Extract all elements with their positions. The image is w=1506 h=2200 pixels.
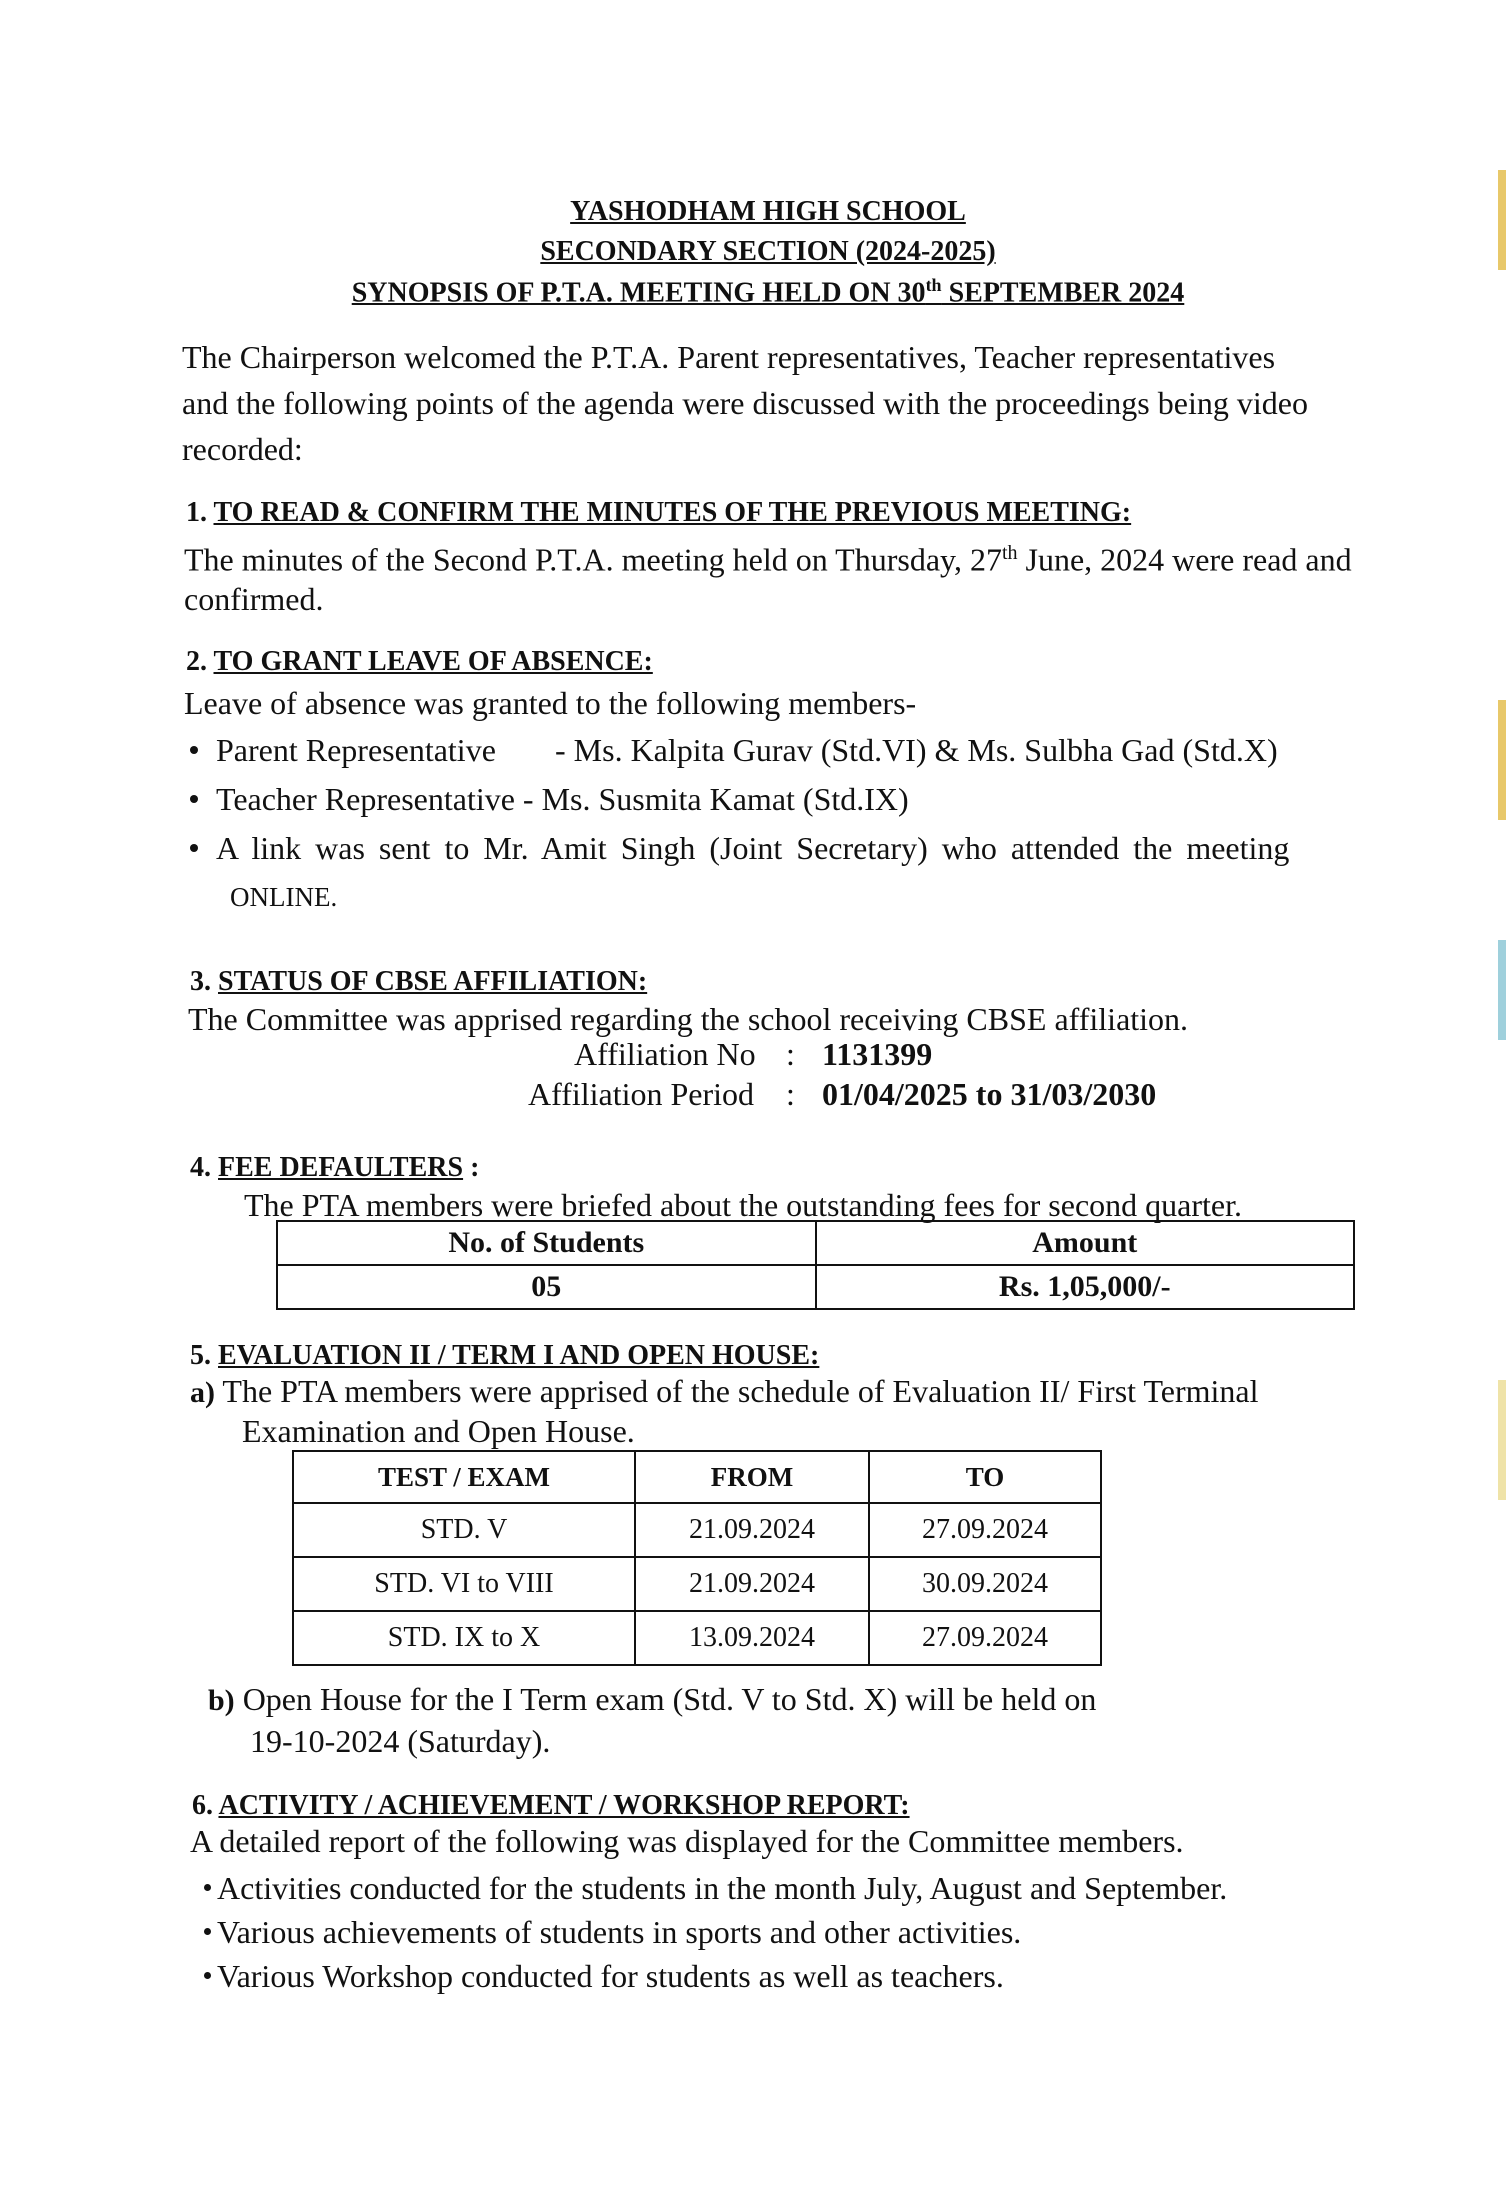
section-6-intro: A detailed report of the following was displayed for the Committee members. <box>190 1823 1184 1859</box>
section-2-title: TO GRANT LEAVE OF ABSENCE: <box>213 646 653 677</box>
bullet-3-text: A link was sent to Mr. Amit Singh (Joint Secretary) who attended the meeting <box>216 830 1290 866</box>
section-3-line-1: The Committee was apprised regarding the school receiving CBSE affiliation. <box>188 1001 1189 1037</box>
affiliation-no-value: 1131399 <box>822 1036 933 1072</box>
section-5a-line-2: Examination and Open House. <box>242 1413 635 1449</box>
synopsis-title-sup: th <box>925 275 942 295</box>
fee-cell-amount: Rs. 1,05,000/- <box>816 1265 1355 1309</box>
section-6-bullet-3-text: Various Workshop conducted for students as well as teachers. <box>217 1958 1004 1994</box>
affiliation-period-value: 01/04/2025 to 31/03/2030 <box>822 1076 1157 1112</box>
affiliation-period-colon: : <box>786 1076 795 1112</box>
section-6-bullet-1 <box>204 1870 1227 1907</box>
edge-highlight-mark <box>1498 940 1506 1040</box>
affiliation-period-label: Affiliation Period <box>528 1076 755 1112</box>
fee-cell-students: 05 <box>277 1265 816 1309</box>
section-1-line-1-sup: th <box>1001 542 1018 564</box>
affiliation-no-label: Affiliation No <box>574 1036 756 1072</box>
section-5a-text: The PTA members were apprised of the schedule of Evaluation II/ First Terminal <box>222 1373 1259 1409</box>
bullet-icon <box>204 1928 211 1935</box>
section-4-title-suffix: : <box>463 1152 480 1183</box>
section-2-bullet-3 <box>190 830 1289 867</box>
bullet-icon <box>204 1972 211 1979</box>
bullet-icon <box>190 795 198 803</box>
section-2-bullet-1 <box>190 732 496 769</box>
section-6-number: 6. <box>192 1790 219 1821</box>
section-1-line-1-pre: The minutes of the Second P.T.A. meeting held on Thursday, 27 <box>184 541 1002 578</box>
fee-table-row <box>277 1265 1354 1309</box>
section-1-line-1 <box>184 530 1352 584</box>
section-4-heading <box>190 1152 479 1184</box>
exam-header-to: TO <box>869 1451 1101 1503</box>
intro-line-1: The Chairperson welcomed the P.T.A. Parent representatives, Teacher representatives <box>182 339 1276 375</box>
section-1-line-2: confirmed. <box>184 581 324 617</box>
exam-table-row <box>293 1503 1101 1557</box>
synopsis-title <box>0 275 1506 309</box>
fee-defaulters-table <box>276 1220 1355 1310</box>
section-3-heading <box>190 966 647 998</box>
exam-table-row <box>293 1611 1101 1665</box>
exam-cell-std: STD. V <box>293 1503 635 1557</box>
section-3-number: 3. <box>190 966 218 997</box>
section-1-number: 1. <box>186 497 214 528</box>
bullet-icon <box>204 1884 211 1891</box>
fee-header-amount: Amount <box>816 1221 1355 1265</box>
exam-cell-from: 13.09.2024 <box>635 1611 869 1665</box>
section-1-line-1-post: June, 2024 were read and <box>1017 541 1352 578</box>
section-5b-marker: b) <box>208 1684 235 1717</box>
bullet-2-text: Teacher Representative - Ms. Susmita Kamat (Std.IX) <box>216 781 909 817</box>
section-6-bullet-3 <box>204 1958 1004 1995</box>
fee-header-students: No. of Students <box>277 1221 816 1265</box>
edge-highlight-mark <box>1498 1380 1506 1500</box>
edge-highlight-mark <box>1498 700 1506 820</box>
bullet-1-label: Parent Representative <box>216 732 496 768</box>
section-4-number: 4. <box>190 1152 218 1183</box>
exam-cell-to: 30.09.2024 <box>869 1557 1101 1611</box>
exam-cell-to: 27.09.2024 <box>869 1503 1101 1557</box>
section-2-bullet-1-value: - Ms. Kalpita Gurav (Std.VI) & Ms. Sulbha Gad (Std.X) <box>555 732 1278 768</box>
section-2-intro: Leave of absence was granted to the following members- <box>184 685 917 721</box>
intro-line-3: recorded: <box>182 431 303 467</box>
exam-cell-from: 21.09.2024 <box>635 1557 869 1611</box>
section-2-bullet-3-line-2: ONLINE. <box>230 882 338 912</box>
section-2-bullet-2 <box>190 781 909 818</box>
section-6-bullet-1-text: Activities conducted for the students in the month July, August and September. <box>217 1870 1228 1906</box>
section-5b-line-2: 19-10-2024 (Saturday). <box>250 1723 551 1759</box>
exam-header-test: TEST / EXAM <box>293 1451 635 1503</box>
section-3-title: STATUS OF CBSE AFFILIATION: <box>218 966 648 997</box>
section-1-heading <box>186 497 1131 529</box>
section-6-bullet-2 <box>204 1914 1021 1951</box>
exam-cell-to: 27.09.2024 <box>869 1611 1101 1665</box>
synopsis-title-pre: SYNOPSIS OF P.T.A. MEETING HELD ON 30 <box>351 277 926 309</box>
edge-highlight-mark <box>1498 170 1506 270</box>
exam-cell-std: STD. IX to X <box>293 1611 635 1665</box>
section-title: SECONDARY SECTION (2024-2025) <box>540 236 996 267</box>
section-5-title: EVALUATION II / TERM I AND OPEN HOUSE: <box>218 1340 820 1371</box>
section-4-line-1: The PTA members were briefed about the outstanding fees for second quarter. <box>244 1187 1242 1223</box>
exam-cell-from: 21.09.2024 <box>635 1503 869 1557</box>
section-2-number: 2. <box>186 646 214 677</box>
section-5b-line-1 <box>208 1676 1096 1724</box>
section-4-title: FEE DEFAULTERS <box>218 1152 464 1183</box>
exam-header-from: FROM <box>635 1451 869 1503</box>
section-5a-marker: a) <box>190 1376 215 1409</box>
section-6-title: ACTIVITY / ACHIEVEMENT / WORKSHOP REPORT: <box>218 1790 910 1821</box>
synopsis-title-post: SEPTEMBER 2024 <box>941 277 1185 309</box>
bullet-icon <box>190 746 198 754</box>
section-6-bullet-2-text: Various achievements of students in sports and other activities. <box>217 1914 1022 1950</box>
section-2-heading <box>186 646 653 678</box>
fee-table-header-row <box>277 1221 1354 1265</box>
exam-cell-std: STD. VI to VIII <box>293 1557 635 1611</box>
intro-line-2: and the following points of the agenda were discussed with the proceedings being video <box>182 385 1308 421</box>
section-5-number: 5. <box>190 1340 218 1371</box>
affiliation-no-colon: : <box>786 1036 795 1072</box>
section-1-title: TO READ & CONFIRM THE MINUTES OF THE PREVIOUS MEETING: <box>213 497 1132 528</box>
exam-table-row <box>293 1557 1101 1611</box>
section-5b-text: Open House for the I Term exam (Std. V to Std. X) will be held on <box>242 1681 1097 1717</box>
exam-table-header-row <box>293 1451 1101 1503</box>
bullet-icon <box>190 844 198 852</box>
school-name: YASHODHAM HIGH SCHOOL <box>570 196 966 227</box>
exam-schedule-table <box>292 1450 1102 1666</box>
